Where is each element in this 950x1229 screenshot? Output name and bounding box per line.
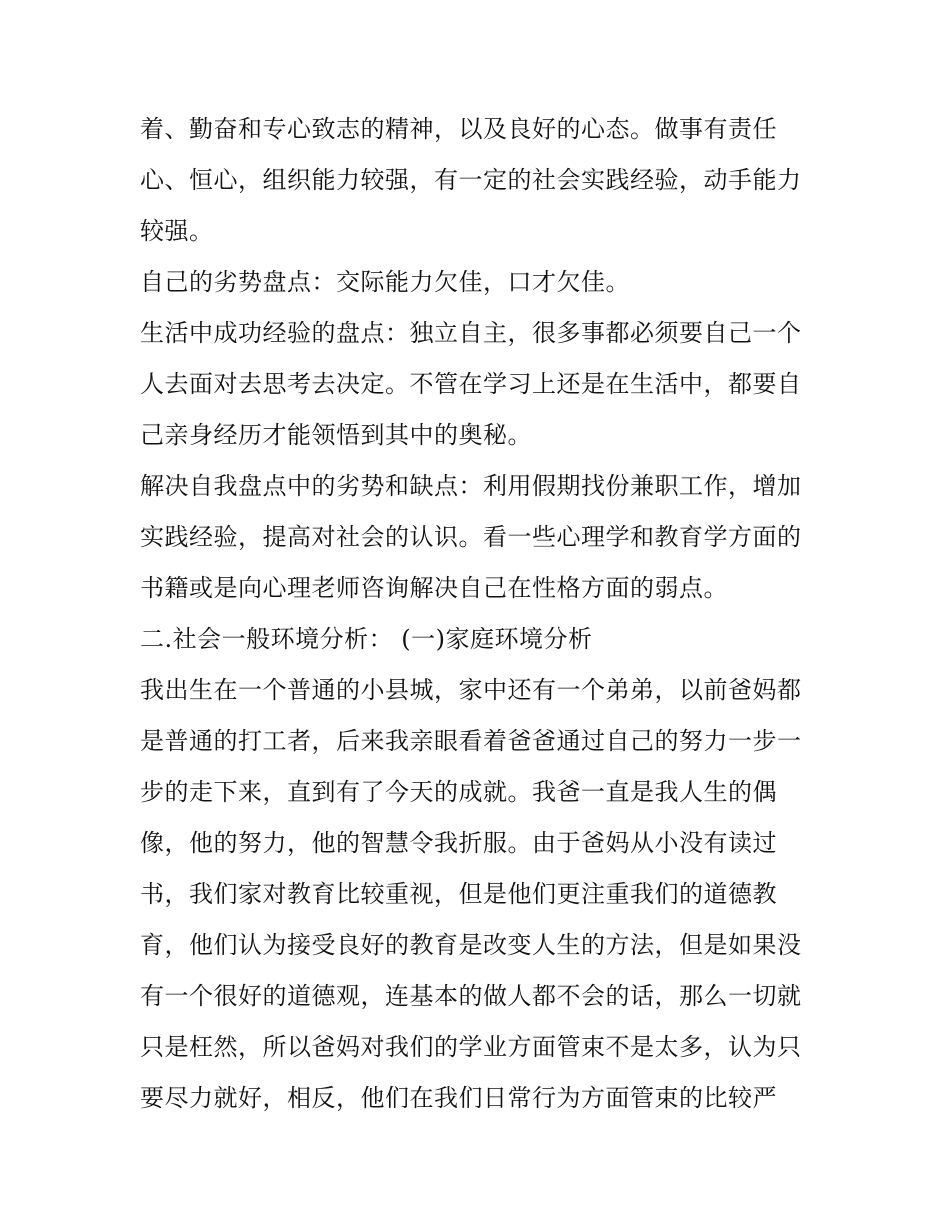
section-heading: 二.社会一般环境分析： (一)家庭环境分析 [140, 625, 593, 653]
text-line: 解决自我盘点中的劣势和缺点：利用假期找份兼职工作，增加 [140, 472, 802, 500]
text-line: 我出生在一个普通的小县城，家中还有一个弟弟，以前爸妈都 [140, 676, 802, 704]
text-line: 着、勤奋和专心致志的精神，以及良好的心态。做事有责任 [140, 115, 777, 143]
text-line: 是普通的打工者，后来我亲眼看着爸爸通过自己的努力一步一 [140, 727, 802, 755]
text-line: 书，我们家对教育比较重视，但是他们更注重我们的道德教 [140, 880, 777, 908]
text-line: 只是枉然，所以爸妈对我们的学业方面管束不是太多，认为只 [140, 1033, 802, 1061]
document-body [140, 104, 820, 1124]
text-line: 要尽力就好，相反，他们在我们日常行为方面管束的比较严 [140, 1084, 777, 1112]
text-line: 育，他们认为接受良好的教育是改变人生的方法，但是如果没 [140, 931, 802, 959]
text-line: 生活中成功经验的盘点：独立自主，很多事都必须要自己一个 [140, 319, 802, 347]
text-line: 书籍或是向心理老师咨询解决自己在性格方面的弱点。 [140, 574, 728, 602]
text-line: 自己的劣势盘点：交际能力欠佳，口才欠佳。 [140, 268, 630, 296]
text-line: 人去面对去思考去决定。不管在学习上还是在生活中，都要自 [140, 370, 802, 398]
text-line: 较强。 [140, 217, 214, 245]
text-line: 步的走下来，直到有了今天的成就。我爸一直是我人生的偶 [140, 778, 777, 806]
text-line: 像，他的努力，他的智慧令我折服。由于爸妈从小没有读过 [140, 829, 777, 857]
text-line: 心、恒心，组织能力较强，有一定的社会实践经验，动手能力 [140, 166, 802, 194]
text-line: 有一个很好的道德观，连基本的做人都不会的话，那么一切就 [140, 982, 802, 1010]
text-line: 己亲身经历才能领悟到其中的奥秘。 [140, 421, 532, 449]
text-line: 实践经验，提高对社会的认识。看一些心理学和教育学方面的 [140, 523, 802, 551]
